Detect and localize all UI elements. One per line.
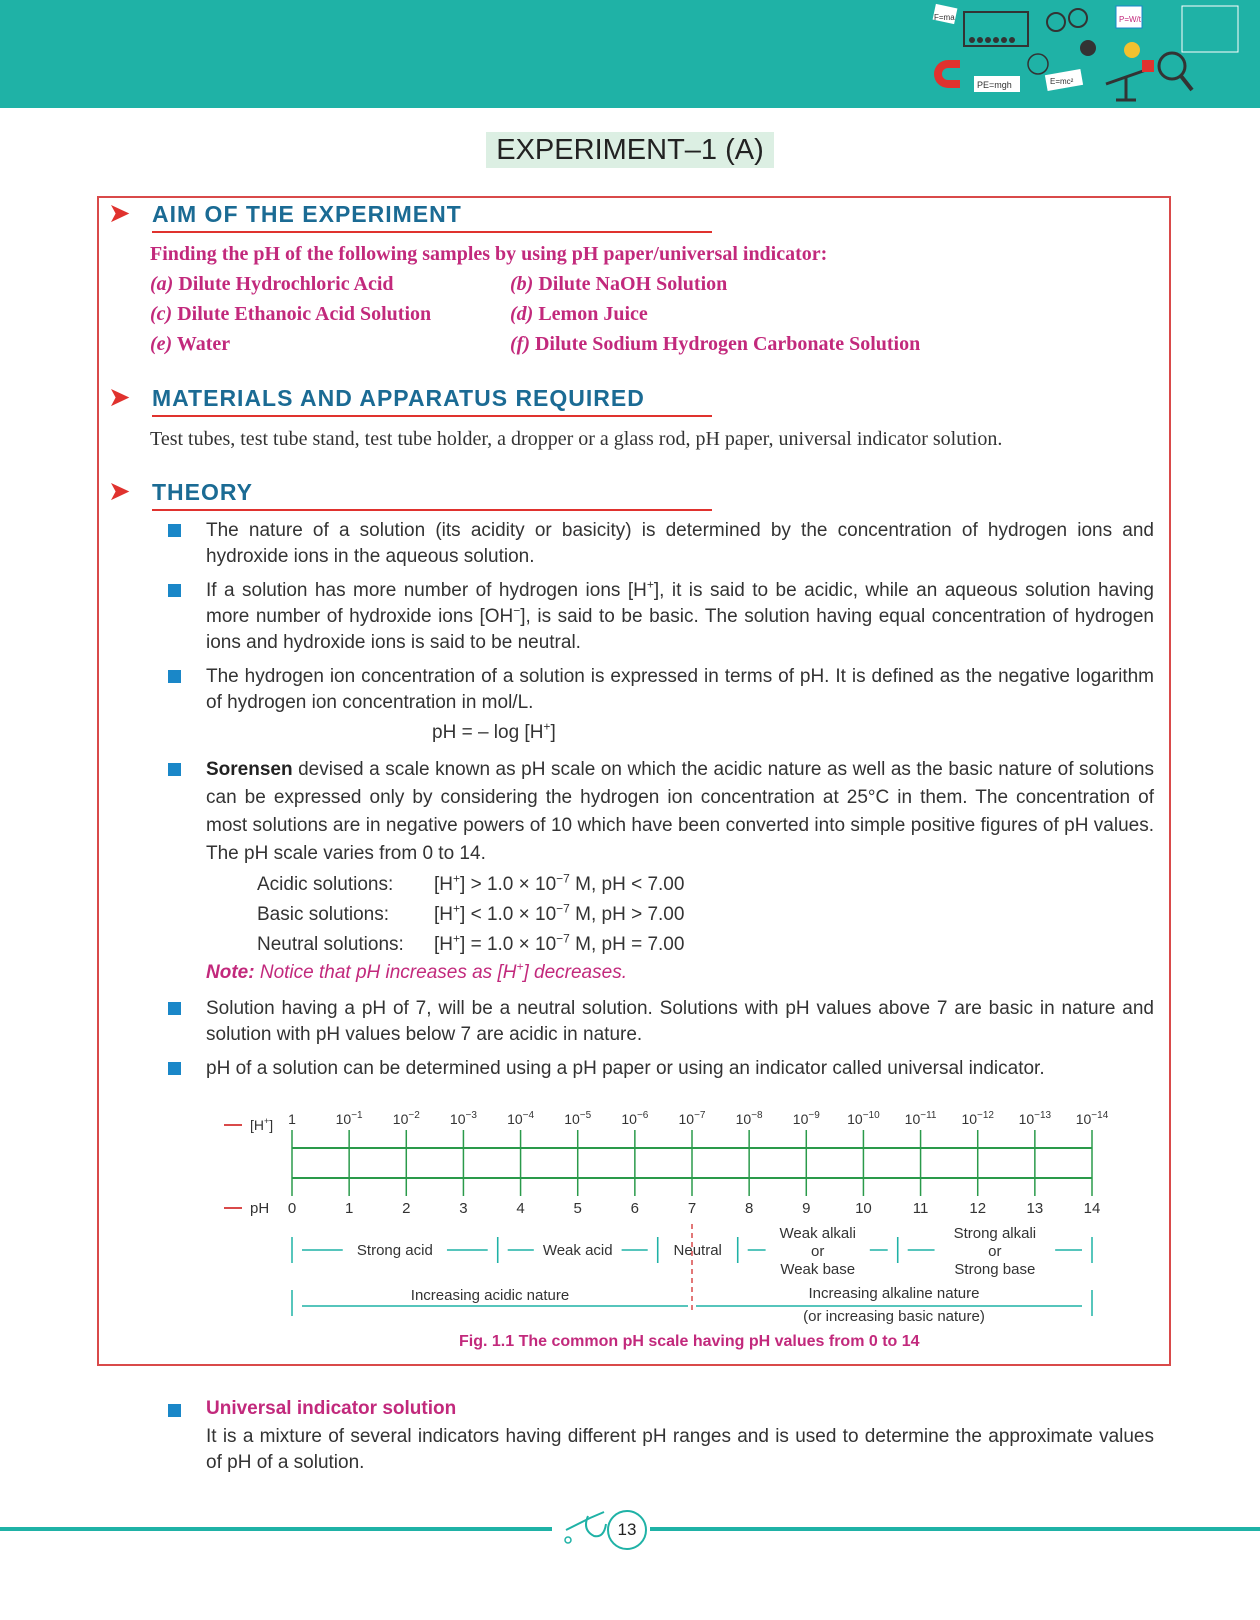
- basic-condition: $[H^+] < 1.0 \times 10^{-7}$ M, pH > 7.00: [434, 901, 685, 925]
- footer-line-left: [0, 1527, 552, 1531]
- theory-note: Note: Notice that pH increases as [H+] decreases.: [206, 959, 627, 983]
- neutral-condition: $[H^+] = 1.0 \times 10^{-7}$ M, pH = 7.00: [434, 931, 685, 955]
- range-label: Neutral: [673, 1242, 722, 1259]
- formula-fma: F=ma: [934, 13, 955, 22]
- h-conc-label: $10^{-12}$: [961, 1110, 994, 1127]
- h-conc-label: $10^{-2}$: [392, 1110, 420, 1127]
- square-bullet-icon: [168, 1404, 181, 1417]
- h-conc-label: $10^{-11}$: [904, 1110, 937, 1127]
- theory-p3: The hydrogen ion concentration of a solution is expressed in terms of pH. It is defined as the negative logarithm of hydrogen ion concentration in mol/L.: [206, 666, 1154, 713]
- materials-heading: MATERIALS AND APPARATUS REQUIRED: [152, 385, 712, 417]
- h-conc-label: $10^{-7}$: [678, 1110, 706, 1127]
- theory-p6: pH of a solution can be determined using a pH paper or using an indicator called universal indicator.: [206, 1058, 1045, 1079]
- ph-value-label: 10: [855, 1200, 872, 1217]
- theory-p2: If a solution has more number of hydrogen ions [H+], it is said to be acidic, while an aqueous solution having more number of hydroxide ions [OH−], is said to be basic. The solution having equal concentration of hydrogen ions and hydroxide ions is said to be neutral.: [206, 577, 1154, 653]
- experiment-title: EXPERIMENT–1 (A): [486, 132, 774, 168]
- magnifier-icon: [1159, 53, 1185, 79]
- square-bullet-icon: [168, 763, 181, 776]
- ph-value-label: 12: [969, 1200, 987, 1217]
- square-bullet-icon: [168, 1002, 181, 1015]
- ph-value-label: 4: [516, 1200, 525, 1217]
- ph-value-label: 7: [687, 1200, 697, 1217]
- balance-icon: [1106, 70, 1146, 100]
- theory-p5: Solution having a pH of 7, will be a neutral solution. Solutions with pH values above 7 are basic in nature and solution with pH values below 7 are acidic in nature.: [206, 998, 1154, 1045]
- science-decoration: [920, 0, 1260, 108]
- h-conc-label: $10^{-1}$: [335, 1110, 363, 1127]
- bulb-icon: [1124, 42, 1140, 58]
- acidic-condition: $[H^+] > 1.0 \times 10^{-7}$ M, pH < 7.00: [434, 871, 685, 895]
- ph-value-label: 1: [344, 1200, 354, 1217]
- h-conc-label: $10^{-4}$: [507, 1110, 535, 1127]
- gear-icon: [1080, 40, 1096, 56]
- acidic-label: Acidic solutions:: [257, 874, 394, 895]
- aim-item-f: (f) Dilute Sodium Hydrogen Carbonate Solution: [510, 333, 921, 355]
- h-conc-label: $10^{-8}$: [735, 1110, 763, 1127]
- grid-icon: [1182, 6, 1238, 52]
- h-ion-label: [H+]: [250, 1116, 274, 1133]
- acid-nature-label: Increasing acidic nature: [410, 1287, 570, 1304]
- theory-p4: Sorensen devised a scale known as pH scale on which the acidic nature as well as the basic nature of solutions can be expressed only by considering the hydrogen ion concentration at 25°C in them. The concentration of most solutions are in negative powers of 10 which have been converted into simple positive figures of pH values. The pH scale varies from 0 to 14.: [206, 759, 1154, 864]
- aim-item-d: (d) Lemon Juice: [510, 303, 648, 325]
- ph-value-label: 9: [802, 1200, 811, 1217]
- h-conc-label: $10^{-13}$: [1018, 1110, 1052, 1127]
- ph-value-label: 0: [287, 1200, 297, 1217]
- range-label: Strong base: [954, 1261, 1036, 1278]
- h-conc-label: $10^{-14}$: [1075, 1110, 1109, 1127]
- aim-item-c: (c) Dilute Ethanoic Acid Solution: [150, 303, 432, 325]
- theory-p1: The nature of a solution (its acidity or basicity) is determined by the concentration of hydrogen ions and hydroxide ions in the aqueous solution.: [206, 520, 1154, 567]
- square-bullet-icon: [168, 670, 181, 683]
- ph-value-label: 5: [573, 1200, 582, 1217]
- aim-item-b: (b) Dilute NaOH Solution: [510, 273, 728, 295]
- square-bullet-icon: [168, 524, 181, 537]
- arrow-icon: ➤: [108, 382, 131, 412]
- square-bullet-icon: [168, 584, 181, 597]
- ph-value-label: 11: [912, 1200, 929, 1217]
- universal-text: It is a mixture of several indicators having different pH ranges and is used to determine the approximate values of pH of a solution.: [206, 1426, 1154, 1473]
- h-conc-label: 1: [288, 1111, 296, 1127]
- square-bullet-icon: [168, 1062, 181, 1075]
- h-conc-label: $10^{-9}$: [792, 1110, 820, 1127]
- base-nature-label: Increasing alkaline nature: [808, 1285, 980, 1302]
- neutral-label: Neutral solutions:: [257, 934, 404, 955]
- range-label: Weak base: [780, 1261, 856, 1278]
- arrow-icon: ➤: [108, 476, 131, 506]
- glasses-icon: [1047, 13, 1065, 31]
- aim-intro: Finding the pH of the following samples by using pH paper/universal indicator:: [150, 243, 828, 265]
- h-conc-label: $10^{-10}$: [847, 1110, 880, 1127]
- h-conc-label: $10^{-5}$: [564, 1110, 592, 1127]
- figure-caption: Fig. 1.1 The common pH scale having pH values from 0 to 14: [459, 1333, 920, 1350]
- aim-item-a: (a) Dilute Hydrochloric Acid: [150, 273, 394, 295]
- materials-text: Test tubes, test tube stand, test tube holder, a dropper or a glass rod, pH paper, universal indicator solution.: [150, 428, 1003, 450]
- arrow-icon: ➤: [108, 198, 131, 228]
- footer-line-right: [650, 1527, 1260, 1531]
- ph-value-label: 3: [459, 1200, 468, 1217]
- ph-value-label: 13: [1026, 1200, 1044, 1217]
- ph-formula: pH = – log [H+]: [432, 719, 556, 743]
- page-number: 13: [607, 1510, 647, 1550]
- range-label: Weak acid: [542, 1242, 613, 1259]
- formula-emc2: E=mc²: [1050, 77, 1074, 86]
- range-label: or: [811, 1243, 825, 1260]
- universal-heading: Universal indicator solution: [206, 1398, 457, 1419]
- base-nature-sublabel: (or increasing basic nature): [803, 1308, 985, 1325]
- h-conc-label: $10^{-3}$: [449, 1110, 477, 1127]
- range-label: Weak alkali: [779, 1225, 856, 1242]
- range-label: or: [988, 1243, 1002, 1260]
- magnet-icon: [934, 60, 960, 88]
- flask-icon: [560, 1504, 610, 1548]
- aim-heading: AIM OF THE EXPERIMENT: [152, 201, 712, 233]
- ph-value-label: 8: [744, 1200, 754, 1217]
- atom-icon: [1028, 54, 1048, 74]
- range-label: Strong alkali: [953, 1225, 1037, 1242]
- ph-value-label: 2: [402, 1200, 411, 1217]
- range-label: Strong acid: [356, 1242, 433, 1259]
- ph-axis-label: pH: [250, 1200, 270, 1217]
- ph-value-label: 14: [1083, 1200, 1101, 1217]
- formula-power: P=W/t: [1119, 15, 1142, 24]
- aim-item-e: (e) Water: [150, 333, 231, 355]
- formula-pe: PE=mgh: [977, 80, 1012, 90]
- h-conc-label: $10^{-6}$: [621, 1110, 649, 1127]
- theory-heading: THEORY: [152, 479, 712, 511]
- basic-label: Basic solutions:: [257, 904, 390, 925]
- ph-value-label: 6: [630, 1200, 640, 1217]
